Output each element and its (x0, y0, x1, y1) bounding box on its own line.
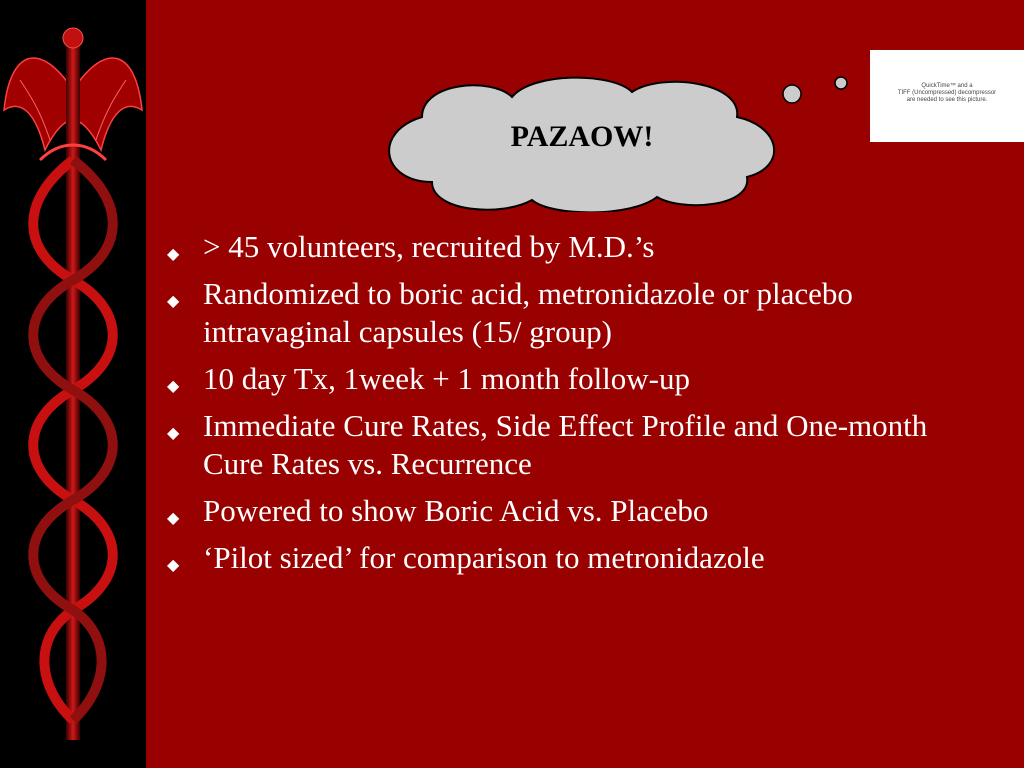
bullet-text: Immediate Cure Rates, Side Effect Profile and One-month Cure Rates vs. Recurrence (203, 408, 928, 481)
diamond-bullet-icon: ◆ (167, 378, 180, 395)
bullet-text: Randomized to boric acid, metronidazole or placebo intravaginal capsules (15/ group) (203, 276, 853, 349)
bullet-text: 10 day Tx, 1week + 1 month follow-up (203, 361, 691, 396)
placeholder-message (870, 83, 1024, 104)
diamond-bullet-icon: ◆ (167, 425, 180, 442)
placeholder-line: are needed to see this picture. (906, 97, 988, 103)
bullet-text: ‘Pilot sized’ for comparison to metronidazole (203, 540, 765, 575)
diamond-bullet-icon: ◆ (167, 246, 180, 263)
bullet-item (163, 407, 963, 483)
diamond-bullet-icon: ◆ (167, 510, 180, 527)
caduceus-strip (0, 0, 146, 768)
bullet-item (163, 539, 963, 577)
thought-dot-small (832, 74, 850, 92)
bullet-item (163, 275, 963, 351)
bullet-text: Powered to show Boric Acid vs. Placebo (203, 493, 709, 528)
bullet-text: > 45 volunteers, recruited by M.D.’s (203, 229, 655, 264)
bullet-item (163, 228, 963, 266)
placeholder-line: QuickTime™ and a (921, 83, 973, 89)
diamond-bullet-icon: ◆ (167, 557, 180, 574)
caduceus-icon (0, 0, 146, 768)
placeholder-line: TIFF (Uncompressed) decompressor (897, 90, 997, 96)
quicktime-placeholder (870, 50, 1024, 142)
bullet-item (163, 360, 963, 398)
diamond-bullet-icon: ◆ (167, 293, 180, 310)
bullet-item (163, 492, 963, 530)
callout-text: PAZAOW! (510, 120, 654, 153)
bullet-list (163, 228, 963, 586)
